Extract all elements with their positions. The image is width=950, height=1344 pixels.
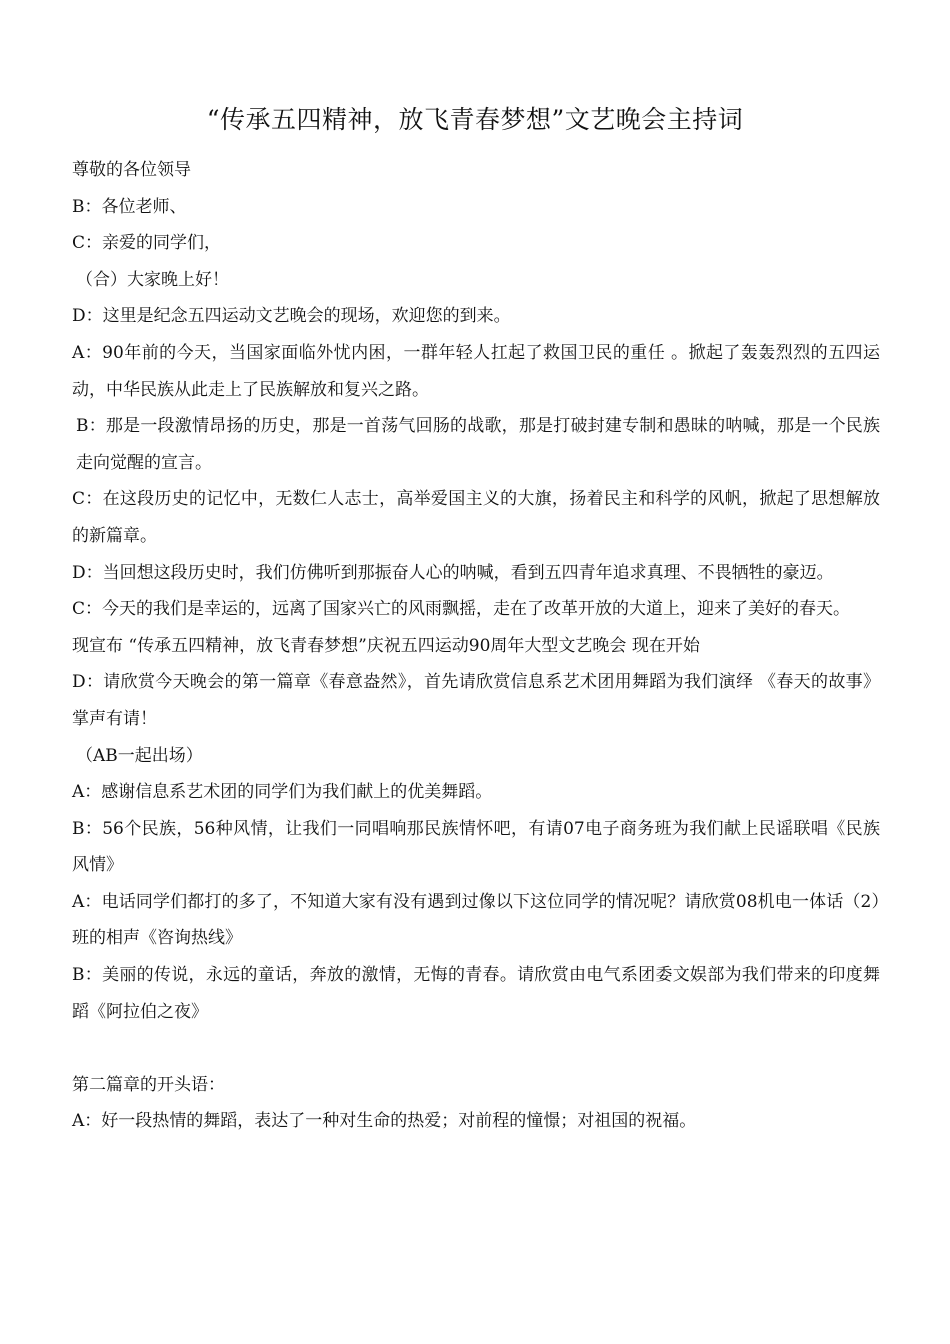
paragraph: D：当回想这段历史时，我们仿佛听到那振奋人心的呐喊，看到五四青年追求真理、不畏牺牲的豪迈。 bbox=[72, 562, 834, 583]
paragraph: 尊敬的各位领导 bbox=[72, 160, 191, 180]
paragraph: A：感谢信息系艺术团的同学们为我们献上的优美舞蹈。 bbox=[72, 782, 493, 803]
section-heading: 第二篇章的开头语： bbox=[72, 1074, 225, 1095]
paragraph: B：56个民族，56种风情，让我们一同唱响那民族情怀吧，有请07电子商务班为我们献上民谣联唱《民族风情》 bbox=[72, 818, 880, 876]
paragraph: B：美丽的传说，永远的童话，奔放的激情，无悔的青春。请欣赏由电气系团委文娱部为我们带来的印度舞蹈《阿拉伯之夜》 bbox=[72, 965, 880, 1022]
paragraph: B：那是一段激情昂扬的历史，那是一首荡气回肠的战歌，那是打破封建专制和愚昧的呐喊，那是一个民族走向觉醒的宣言。 bbox=[76, 416, 880, 473]
paragraph: D：这里是纪念五四运动文艺晚会的现场，欢迎您的到来。 bbox=[72, 306, 511, 327]
document-body bbox=[72, 152, 880, 1140]
paragraph: （合）大家晚上好！ bbox=[76, 269, 229, 290]
paragraph: 现宣布 “传承五四精神，放飞青春梦想”庆祝五四运动90周年大型文艺晚会 现在开始 bbox=[72, 635, 700, 656]
document-title: “传承五四精神，放飞青春梦想”文艺晚会主持词 bbox=[206, 105, 744, 134]
paragraph: B：各位老师、 bbox=[72, 196, 187, 217]
paragraph: C：今天的我们是幸运的，远离了国家兴亡的风雨飘摇，走在了改革开放的大道上，迎来了美好的春天。 bbox=[72, 599, 851, 620]
paragraph: （AB一起出场） bbox=[76, 745, 203, 766]
paragraph: D：请欣赏今天晚会的第一篇章《春意盎然》，首先请欣赏信息系艺术团用舞蹈为我们演绎 《春天的故事》掌声有请！ bbox=[72, 672, 880, 729]
paragraph: A：好一段热情的舞蹈，表达了一种对生命的热爱；对前程的憧憬；对祖国的祝福。 bbox=[72, 1111, 697, 1132]
paragraph: A：90年前的今天，当国家面临外忧内困，一群年轻人扛起了救国卫民的重任 。掀起了轰轰烈烈的五四运动，中华民族从此走上了民族解放和复兴之路。 bbox=[72, 342, 880, 400]
paragraph: C：亲爱的同学们， bbox=[72, 233, 222, 254]
paragraph: C：在这段历史的记忆中，无数仁人志士，高举爱国主义的大旗，扬着民主和科学的风帆，掀起了思想解放的新篇章。 bbox=[72, 489, 880, 546]
paragraph: A：电话同学们都打的多了，不知道大家有没有遇到过像以下这位同学的情况呢？请欣赏08机电一体话（2）班的相声《咨询热线》 bbox=[72, 891, 880, 949]
